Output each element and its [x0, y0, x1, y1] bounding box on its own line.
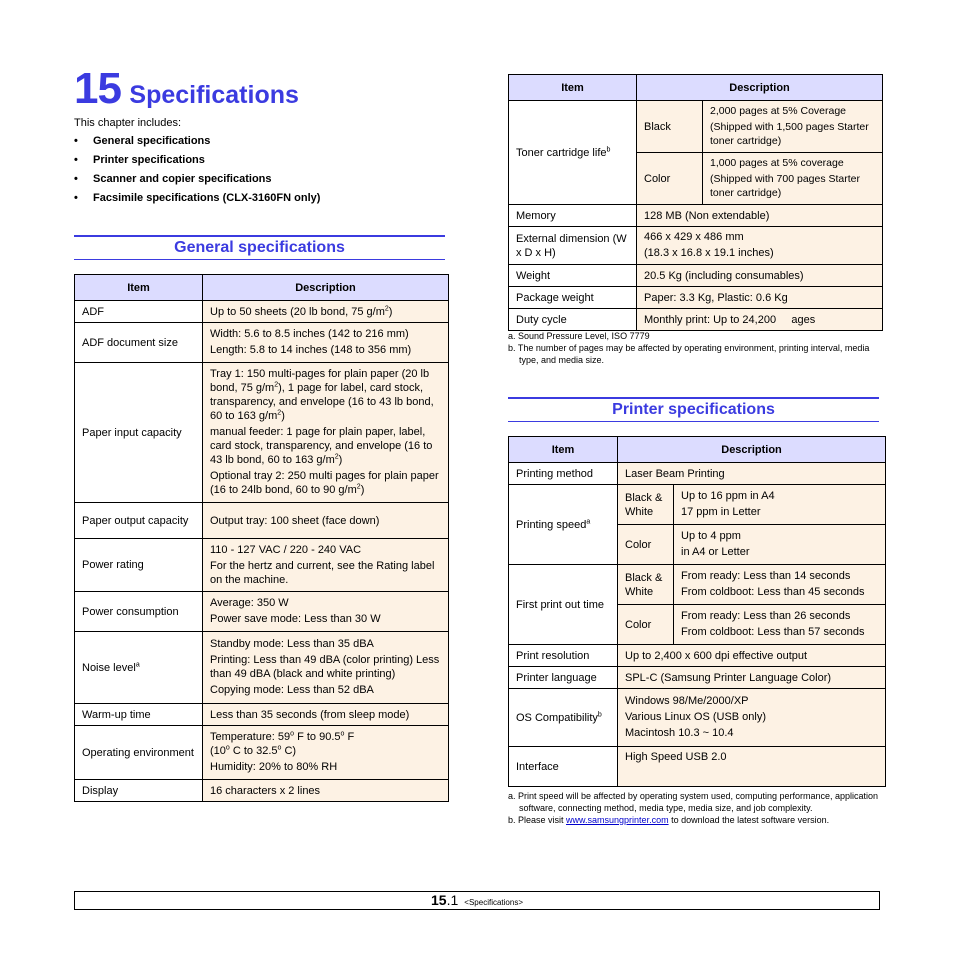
table-row: Printer language SPL-C (Samsung Printer Language Color) — [509, 667, 886, 689]
table-row: Paper input capacity Tray 1: 150 multi-pages for plain paper (20 lb bond, 75 $g/m^2$), 1 page for label, card stock, transparency, and envelope (16 to 43 lb bond, 60 to 163 $g/m^2$) manual feeder: 1 page for plain paper, label, card stock, transparency, and envelope (16 to 43 lb bond, 60 to 163 $g/m^2$) Optional tray 2: 250 multi pages for plain paper (16 to 24lb bond, 60 to 90 $g/m^2$) — [75, 363, 449, 503]
table-header-row — [509, 437, 886, 463]
table-row: Printing method Laser Beam Printing — [509, 463, 886, 485]
table-row: Paper output capacity Output tray: 100 sheet (face down) — [75, 503, 449, 539]
page-footer: 15.1 <Specifications> — [74, 891, 880, 910]
intro-text: This chapter includes: — [74, 117, 181, 129]
table-row: OS Compatibility$^b$ Windows 98/Me/2000/XP Various Linux OS (USB only) Macintosh 10.3 ~ 10.4 — [509, 689, 886, 747]
printer-footnotes — [508, 790, 883, 826]
col-header-item: Item — [75, 275, 203, 301]
footnote: a. Print speed will be affected by operating system used, computing performance, application software, connecting method, media type, media size, and job complexity. — [508, 791, 879, 813]
general-specs-table — [74, 274, 449, 802]
table-row: Printing speed$^a$ Black & White Up to 16 ppm in A4 17 ppm in Letter — [509, 485, 886, 525]
col-header-description: Description — [618, 437, 886, 463]
footer-section-label: <Specifications> — [464, 898, 523, 907]
col-header-item: Item — [509, 75, 637, 101]
printer-specs-table — [508, 436, 886, 787]
table-row: Color Up to 4 ppm in A4 or Letter — [509, 525, 886, 565]
chapter-toc — [74, 135, 320, 211]
table-row: Package weight Paper: 3.3 Kg, Plastic: 0.6 Kg — [509, 287, 883, 309]
table-row: Power consumption Average: 350 W Power save mode: Less than 30 W — [75, 592, 449, 632]
table-header-row — [75, 275, 449, 301]
table-footnotes — [508, 330, 883, 366]
table-row: Interface High Speed USB 2.0 — [509, 747, 886, 787]
table-row: Duty cycle Monthly print: Up to 24,200 ages — [509, 309, 883, 331]
col-header-description: Description — [637, 75, 883, 101]
table-row: Noise level$^a$ Standby mode: Less than 35 dBA Printing: Less than 49 dBA (color printing) Less than 49 dBA (black and white printing) Copying mode: Less than 52 dBA — [75, 632, 449, 704]
table-row: Memory 128 MB (Non extendable) — [509, 205, 883, 227]
table-row: Power rating 110 - 127 VAC / 220 - 240 VAC For the hertz and current, see the Rating label on the machine. — [75, 539, 449, 592]
toc-item[interactable]: • Scanner and copier specifications — [74, 173, 272, 185]
samsung-link[interactable]: www.samsungprinter.com — [566, 815, 669, 825]
table-row: Operating environment Temperature: 59$^o$ F to 90.5$^o$ F (10$^o$ C to 32.5$^o$ C) Humidity: 20% to 80% RH — [75, 726, 449, 780]
table-row: Color From ready: Less than 26 seconds From coldboot: Less than 57 seconds — [509, 605, 886, 645]
chapter-number: 15 — [74, 64, 121, 113]
chapter-title — [74, 64, 299, 114]
general-specs-table-continued — [508, 74, 883, 331]
footnote: b. Please visit www.samsungprinter.com to download the latest software version. — [508, 815, 830, 825]
table-row: Warm-up time Less than 35 seconds (from sleep mode) — [75, 704, 449, 726]
table-row: Toner cartridge life$^b$ Black 2,000 pages at 5% Coverage (Shipped with 1,500 pages Starter toner cartridge) — [509, 101, 883, 153]
chapter-heading: Specifications — [129, 81, 299, 109]
col-header-item: Item — [509, 437, 618, 463]
table-row: ADF document size Width: 5.6 to 8.5 inches (142 to 216 mm) Length: 5.8 to 14 inches (148 to 356 mm) — [75, 323, 449, 363]
toc-item[interactable]: • General specifications — [74, 135, 211, 147]
table-row: First print out time Black & White From ready: Less than 14 seconds From coldboot: Less than 45 seconds — [509, 565, 886, 605]
table-row: Display 16 characters x 2 lines — [75, 780, 449, 802]
col-header-description: Description — [203, 275, 449, 301]
toc-item[interactable]: • Facsimile specifications (CLX-3160FN only) — [74, 192, 321, 204]
page-number: 15 — [431, 892, 447, 908]
table-row: Print resolution Up to 2,400 x 600 dpi effective output — [509, 645, 886, 667]
table-header-row — [509, 75, 883, 101]
table-row: Color 1,000 pages at 5% coverage (Shipped with 700 pages Starter toner cartridge) — [509, 153, 883, 205]
table-row: External dimension (W x D x H) 466 x 429 x 486 mm (18.3 x 16.8 x 19.1 inches) — [509, 227, 883, 265]
footnote: a. Sound Pressure Level, ISO 7779 — [508, 331, 650, 341]
table-row: Weight 20.5 Kg (including consumables) — [509, 265, 883, 287]
toc-item[interactable]: • Printer specifications — [74, 154, 205, 166]
general-specs-heading: General specifications — [74, 235, 445, 260]
printer-specs-heading: Printer specifications — [508, 397, 879, 422]
table-row: ADF Up to 50 sheets (20 lb bond, 75 $g/m^2$) — [75, 301, 449, 323]
footnote: b. The number of pages may be affected by operating environment, printing interval, media type, and media size. — [508, 343, 870, 365]
